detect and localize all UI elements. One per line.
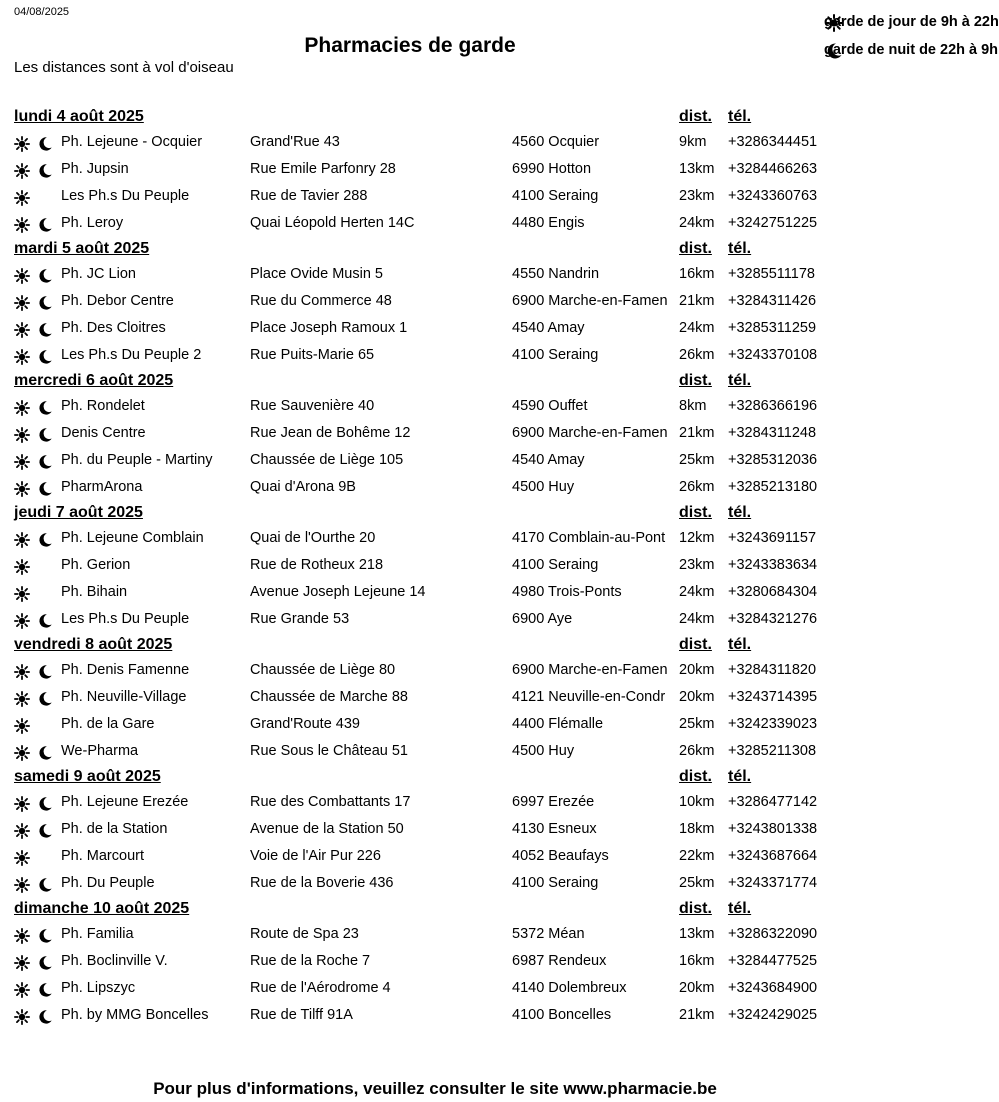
pharmacy-distance: 16km	[679, 266, 715, 282]
moon-icon	[37, 955, 53, 971]
sun-icon	[14, 718, 30, 734]
pharmacy-phone: +3284321276	[728, 611, 818, 627]
moon-icon	[37, 982, 53, 998]
day-section	[14, 238, 840, 370]
pharmacy-city: 4130 Esneux	[512, 821, 597, 837]
pharmacy-city: 4550 Nandrin	[512, 266, 600, 282]
pharmacy-row	[14, 658, 840, 685]
moon-icon	[37, 532, 53, 548]
pharmacy-row	[14, 1003, 840, 1030]
column-header-dist: dist.	[679, 504, 712, 521]
pharmacy-name: Ph. Du Peuple	[61, 875, 155, 891]
pharmacy-name: Ph. Denis Famenne	[61, 662, 190, 678]
pharmacy-street: Rue Sous le Château 51	[250, 743, 408, 759]
pharmacy-row	[14, 922, 840, 949]
moon-icon	[37, 481, 53, 497]
pharmacy-phone: +3286477142	[728, 794, 818, 810]
pharmacy-phone: +3243360763	[728, 188, 818, 204]
column-header-tel: tél.	[728, 108, 752, 125]
sun-icon	[14, 823, 30, 839]
pharmacy-name: Ph. Rondelet	[61, 398, 145, 414]
pharmacy-street: Rue Jean de Bohême 12	[250, 425, 411, 441]
column-header-tel: tél.	[728, 900, 752, 917]
sun-icon	[14, 664, 30, 680]
column-header-dist: dist.	[679, 240, 712, 257]
pharmacy-phone: +3284311820	[728, 662, 817, 678]
pharmacy-distance: 24km	[679, 611, 715, 627]
pharmacy-name: Les Ph.s Du Peuple	[61, 611, 190, 627]
pharmacy-street: Grand'Route 439	[250, 716, 360, 732]
sun-icon	[14, 532, 30, 548]
moon-icon	[37, 295, 53, 311]
pharmacy-distance: 24km	[679, 584, 715, 600]
pharmacy-phone: +3285213180	[728, 479, 818, 495]
pharmacy-city: 4540 Amay	[512, 452, 585, 468]
sun-icon	[14, 982, 30, 998]
day-title: vendredi 8 août 2025	[14, 636, 173, 653]
pharmacy-street: Quai Léopold Herten 14C	[250, 215, 415, 231]
moon-icon	[37, 349, 53, 365]
moon-icon	[37, 268, 53, 284]
day-section	[14, 502, 840, 634]
pharmacy-row	[14, 844, 840, 871]
day-header	[14, 502, 840, 526]
pharmacy-phone: +3242751225	[728, 215, 818, 231]
pharmacy-street: Chaussée de Liège 80	[250, 662, 396, 678]
pharmacy-phone: +3243370108	[728, 347, 818, 363]
column-header-dist: dist.	[679, 372, 712, 389]
pharmacy-city: 6900 Marche-en-Famen	[512, 662, 668, 678]
pharmacy-phone: +3284311426	[728, 293, 817, 309]
sun-icon	[14, 559, 30, 575]
pharmacy-row	[14, 343, 840, 370]
pharmacy-distance: 16km	[679, 953, 715, 969]
moon-icon	[37, 823, 53, 839]
pharmacy-row	[14, 211, 840, 238]
pharmacy-distance: 18km	[679, 821, 715, 837]
pharmacy-name: Les Ph.s Du Peuple	[61, 188, 190, 204]
pharmacy-name: Ph. Familia	[61, 926, 134, 942]
day-section	[14, 370, 840, 502]
day-header	[14, 898, 840, 922]
day-title: samedi 9 août 2025	[14, 768, 161, 785]
pharmacy-phone: +3284477525	[728, 953, 818, 969]
moon-icon	[37, 454, 53, 470]
pharmacy-phone: +3285312036	[728, 452, 818, 468]
pharmacy-city: 6997 Erezée	[512, 794, 595, 810]
pharmacy-phone: +3284311248	[728, 425, 817, 441]
pharmacy-phone: +3243684900	[728, 980, 818, 996]
pharmacy-city: 5372 Méan	[512, 926, 585, 942]
pharmacy-phone: +3286344451	[728, 134, 818, 150]
pharmacy-distance: 20km	[679, 689, 715, 705]
sun-icon	[14, 955, 30, 971]
pharmacy-city: 4500 Huy	[512, 479, 575, 495]
sun-icon	[14, 745, 30, 761]
footer-note: Pour plus d'informations, veuillez consulter le site www.pharmacie.be	[153, 1079, 717, 1098]
pharmacy-row	[14, 817, 840, 844]
day-title: dimanche 10 août 2025	[14, 900, 190, 917]
pharmacy-distance: 21km	[679, 293, 715, 309]
pharmacy-street: Rue de l'Aérodrome 4	[250, 980, 391, 996]
moon-icon	[37, 796, 53, 812]
pharmacy-name: Ph. Bihain	[61, 584, 128, 600]
pharmacy-name: Ph. du Peuple - Martiny	[61, 452, 213, 468]
pharmacy-distance: 26km	[679, 347, 715, 363]
pharmacy-distance: 24km	[679, 320, 715, 336]
pharmacy-city: 4170 Comblain-au-Pont	[512, 530, 666, 546]
pharmacy-name: Ph. Jupsin	[61, 161, 129, 177]
pharmacy-phone: +3285511178	[728, 266, 815, 282]
sun-icon	[14, 268, 30, 284]
column-header-dist: dist.	[679, 768, 712, 785]
pharmacy-name: Ph. Lejeune - Ocquier	[61, 134, 203, 150]
moon-icon	[37, 877, 53, 893]
pharmacy-distance: 24km	[679, 215, 715, 231]
pharmacy-name: Ph. JC Lion	[61, 266, 136, 282]
legend-night-label: garde de nuit de 22h à 9h	[824, 42, 999, 58]
moon-icon	[37, 613, 53, 629]
pharmacy-distance: 10km	[679, 794, 715, 810]
pharmacy-street: Rue des Combattants 17	[250, 794, 411, 810]
pharmacy-name: Ph. Debor Centre	[61, 293, 174, 309]
pharmacy-row	[14, 394, 840, 421]
sun-icon	[14, 295, 30, 311]
pharmacy-city: 4121 Neuville-en-Condr	[512, 689, 666, 705]
column-header-dist: dist.	[679, 900, 712, 917]
pharmacy-name: Ph. Gerion	[61, 557, 131, 573]
page-title: Pharmacies de garde	[304, 34, 516, 57]
pharmacy-street: Rue de la Roche 7	[250, 953, 371, 969]
pharmacy-row	[14, 316, 840, 343]
moon-icon	[37, 322, 53, 338]
day-header	[14, 370, 840, 394]
pharmacy-city: 4400 Flémalle	[512, 716, 604, 732]
pharmacy-name: Denis Centre	[61, 425, 146, 441]
day-header	[14, 634, 840, 658]
pharmacy-name: We-Pharma	[61, 743, 139, 759]
pharmacy-city: 6987 Rendeux	[512, 953, 607, 969]
pharmacy-distance: 21km	[679, 425, 715, 441]
pharmacy-city: 4140 Dolembreux	[512, 980, 627, 996]
sun-icon	[14, 613, 30, 629]
pharmacy-city: 4052 Beaufays	[512, 848, 609, 864]
pharmacy-row	[14, 871, 840, 898]
sun-icon	[14, 217, 30, 233]
pharmacy-street: Avenue Joseph Lejeune 14	[250, 584, 426, 600]
day-section	[14, 106, 840, 238]
moon-icon	[37, 217, 53, 233]
sun-icon	[14, 691, 30, 707]
pharmacy-phone: +3242429025	[728, 1007, 818, 1023]
pharmacy-row	[14, 526, 840, 553]
pharmacy-distance: 20km	[679, 662, 715, 678]
pharmacy-street: Rue de la Boverie 436	[250, 875, 394, 891]
sun-icon	[14, 928, 30, 944]
day-title: lundi 4 août 2025	[14, 108, 144, 125]
pharmacy-distance: 21km	[679, 1007, 715, 1023]
pharmacy-distance: 20km	[679, 980, 715, 996]
column-header-dist: dist.	[679, 108, 712, 125]
pharmacy-name: Ph. de la Station	[61, 821, 168, 837]
pharmacy-row	[14, 475, 840, 502]
column-header-dist: dist.	[679, 636, 712, 653]
pharmacy-city: 4100 Seraing	[512, 557, 599, 573]
day-section	[14, 634, 840, 766]
moon-icon	[37, 928, 53, 944]
column-header-tel: tél.	[728, 768, 752, 785]
sun-icon	[14, 400, 30, 416]
pharmacy-city: 4100 Boncelles	[512, 1007, 612, 1023]
pharmacy-row	[14, 130, 840, 157]
pharmacy-phone: +3286366196	[728, 398, 818, 414]
pharmacy-city: 4100 Seraing	[512, 875, 599, 891]
pharmacy-street: Place Ovide Musin 5	[250, 266, 383, 282]
pharmacy-phone: +3284466263	[728, 161, 818, 177]
column-header-tel: tél.	[728, 636, 752, 653]
day-section	[14, 898, 840, 1030]
pharmacy-city: 6900 Marche-en-Famen	[512, 293, 668, 309]
pharmacy-row	[14, 607, 840, 634]
pharmacy-distance: 25km	[679, 716, 715, 732]
pharmacy-city: 4540 Amay	[512, 320, 585, 336]
pharmacy-row	[14, 289, 840, 316]
pharmacy-street: Grand'Rue 43	[250, 134, 340, 150]
pharmacy-row	[14, 790, 840, 817]
pharmacy-row	[14, 421, 840, 448]
pharmacy-distance: 23km	[679, 188, 715, 204]
pharmacy-row	[14, 712, 840, 739]
column-header-tel: tél.	[728, 504, 752, 521]
sun-icon	[14, 190, 30, 206]
pharmacy-row	[14, 262, 840, 289]
duty-schedule	[14, 106, 840, 1030]
pharmacy-phone: +3242339023	[728, 716, 818, 732]
pharmacy-street: Avenue de la Station 50	[250, 821, 404, 837]
distance-note: Les distances sont à vol d'oiseau	[14, 59, 234, 76]
pharmacy-street: Quai d'Arona 9B	[250, 479, 356, 495]
pharmacy-city: 6990 Hotton	[512, 161, 592, 177]
sun-icon	[14, 322, 30, 338]
pharmacy-city: 6900 Marche-en-Famen	[512, 425, 668, 441]
pharmacy-city: 4100 Seraing	[512, 188, 599, 204]
pharmacy-row	[14, 949, 840, 976]
pharmacy-name: Ph. Lipszyc	[61, 980, 136, 996]
day-section	[14, 766, 840, 898]
sun-icon	[14, 850, 30, 866]
pharmacy-distance: 13km	[679, 926, 715, 942]
pharmacy-distance: 26km	[679, 479, 715, 495]
pharmacy-name: Ph. Lejeune Comblain	[61, 530, 204, 546]
pharmacy-name: Ph. de la Gare	[61, 716, 155, 732]
sun-icon	[14, 1009, 30, 1025]
pharmacy-street: Route de Spa 23	[250, 926, 359, 942]
pharmacy-row	[14, 553, 840, 580]
pharmacy-name: PharmArona	[61, 479, 143, 495]
pharmacy-street: Voie de l'Air Pur 226	[250, 848, 381, 864]
moon-icon	[37, 163, 53, 179]
pharmacy-row	[14, 184, 840, 211]
pharmacy-street: Rue Sauvenière 40	[250, 398, 375, 414]
pharmacy-distance: 25km	[679, 875, 715, 891]
sun-icon	[14, 427, 30, 443]
sun-icon	[14, 796, 30, 812]
column-header-tel: tél.	[728, 372, 752, 389]
pharmacy-phone: +3285311259	[728, 320, 817, 336]
pharmacy-phone: +3243687664	[728, 848, 818, 864]
pharmacy-distance: 12km	[679, 530, 715, 546]
pharmacy-row	[14, 739, 840, 766]
pharmacy-city: 4590 Ouffet	[512, 398, 588, 414]
moon-icon	[37, 745, 53, 761]
pharmacy-city: 4100 Seraing	[512, 347, 599, 363]
pharmacy-street: Rue de Tilff 91A	[250, 1007, 353, 1023]
pharmacy-street: Rue Puits-Marie 65	[250, 347, 375, 363]
pharmacy-phone: +3286322090	[728, 926, 818, 942]
pharmacy-distance: 23km	[679, 557, 715, 573]
pharmacy-name: Ph. Neuville-Village	[61, 689, 187, 705]
pharmacy-phone: +3243383634	[728, 557, 818, 573]
pharmacy-street: Rue de Rotheux 218	[250, 557, 384, 573]
column-header-tel: tél.	[728, 240, 752, 257]
pharmacy-street: Place Joseph Ramoux 1	[250, 320, 408, 336]
moon-icon	[37, 664, 53, 680]
print-date: 04/08/2025	[14, 6, 70, 18]
sun-icon	[14, 136, 30, 152]
day-title: mardi 5 août 2025	[14, 240, 150, 257]
pharmacy-name: Ph. by MMG Boncelles	[61, 1007, 209, 1023]
pharmacy-distance: 8km	[679, 398, 707, 414]
sun-icon	[14, 454, 30, 470]
day-title: mercredi 6 août 2025	[14, 372, 174, 389]
sun-icon	[14, 163, 30, 179]
sun-icon	[14, 481, 30, 497]
pharmacy-street: Rue Emile Parfonry 28	[250, 161, 396, 177]
pharmacy-city: 6900 Aye	[512, 611, 573, 627]
pharmacy-distance: 9km	[679, 134, 707, 150]
pharmacy-distance: 25km	[679, 452, 715, 468]
pharmacy-street: Chaussée de Marche 88	[250, 689, 408, 705]
pharmacy-street: Rue Grande 53	[250, 611, 350, 627]
moon-icon	[37, 1009, 53, 1025]
moon-icon	[37, 691, 53, 707]
pharmacy-name: Ph. Marcourt	[61, 848, 144, 864]
pharmacy-phone: +3285211308	[728, 743, 817, 759]
pharmacy-row	[14, 157, 840, 184]
pharmacy-name: Ph. Des Cloitres	[61, 320, 166, 336]
pharmacy-city: 4980 Trois-Ponts	[512, 584, 622, 600]
pharmacy-name: Les Ph.s Du Peuple 2	[61, 347, 202, 363]
sun-icon	[14, 586, 30, 602]
day-header	[14, 106, 840, 130]
moon-icon	[37, 136, 53, 152]
pharmacy-street: Rue du Commerce 48	[250, 293, 392, 309]
sun-icon	[14, 877, 30, 893]
pharmacy-distance: 26km	[679, 743, 715, 759]
pharmacy-distance: 13km	[679, 161, 715, 177]
legend-day-label: garde de jour de 9h à 22h	[824, 14, 999, 30]
pharmacy-phone: +3243691157	[728, 530, 817, 546]
pharmacy-street: Quai de l'Ourthe 20	[250, 530, 376, 546]
day-header	[14, 238, 840, 262]
day-header	[14, 766, 840, 790]
pharmacy-name: Ph. Lejeune Erezée	[61, 794, 189, 810]
pharmacy-distance: 22km	[679, 848, 715, 864]
pharmacy-phone: +3243714395	[728, 689, 818, 705]
pharmacy-row	[14, 580, 840, 607]
moon-icon	[37, 400, 53, 416]
moon-icon	[37, 427, 53, 443]
pharmacy-phone: +3243371774	[728, 875, 818, 891]
pharmacy-city: 4560 Ocquier	[512, 134, 600, 150]
pharmacy-name: Ph. Boclinville V.	[61, 953, 168, 969]
day-title: jeudi 7 août 2025	[14, 504, 143, 521]
pharmacy-name: Ph. Leroy	[61, 215, 124, 231]
pharmacy-street: Chaussée de Liège 105	[250, 452, 404, 468]
pharmacy-phone: +3243801338	[728, 821, 818, 837]
sun-icon	[14, 349, 30, 365]
pharmacy-row	[14, 448, 840, 475]
pharmacy-row	[14, 976, 840, 1003]
pharmacy-street: Rue de Tavier 288	[250, 188, 368, 204]
pharmacy-row	[14, 685, 840, 712]
pharmacy-city: 4500 Huy	[512, 743, 575, 759]
pharmacy-phone: +3280684304	[728, 584, 818, 600]
pharmacy-city: 4480 Engis	[512, 215, 585, 231]
